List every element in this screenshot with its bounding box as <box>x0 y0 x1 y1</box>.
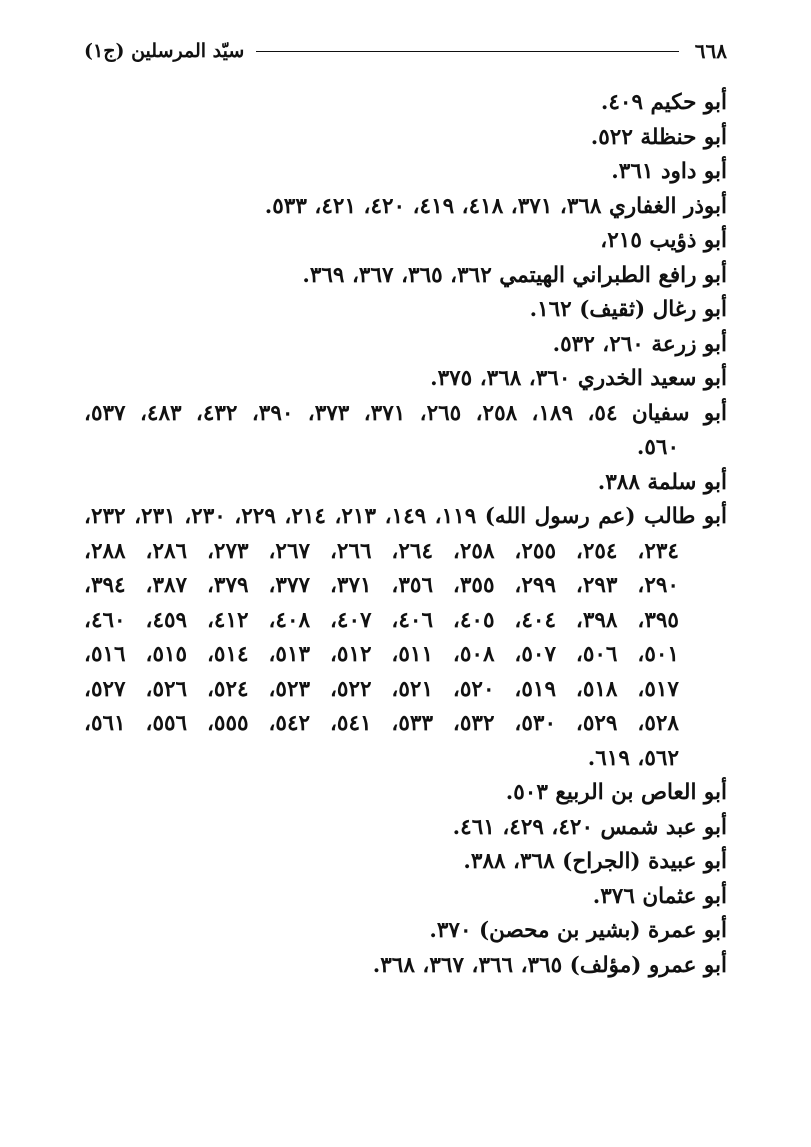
page-header <box>84 36 727 66</box>
index-entry: أبو سلمة ٣٨٨. <box>597 469 727 495</box>
index-entry: أبو سعيد الخدري ٣٦٠، ٣٦٨، ٣٧٥. <box>430 366 727 391</box>
index-entry-continuation: ٥١٧، ٥١٨، ٥١٩، ٥٢٠، ٥٢١، ٥٢٢، ٥٢٣، ٥٢٤، ٥٢٦، ٥٢٧، <box>84 676 679 702</box>
index-entry: أبو طالب (عم رسول الله) ١١٩، ١٤٩، ٢١٣، ٢١٤، ٢٢٩، ٢٣٠، ٢٣١، ٢٣٢، <box>84 504 727 529</box>
index-entry: أبو العاص بن الربيع ٥٠٣. <box>505 780 727 805</box>
index-entries <box>84 86 727 983</box>
index-entry: أبو عمرة (بشير بن محصن) ٣٧٠. <box>429 918 727 943</box>
index-entry: أبو ذؤيب ٢١٥، <box>600 228 727 253</box>
index-entry: أبو سفيان ٥٤، ١٨٩، ٢٥٨، ٢٦٥، ٣٧١، ٣٧٣، ٣٩٠، ٤٣٢، ٤٨٣، ٥٣٧، <box>84 400 727 426</box>
index-entry: أبو عثمان ٣٧٦. <box>592 883 727 909</box>
index-entry-continuation: ٣٩٥، ٣٩٨، ٤٠٤، ٤٠٥، ٤٠٦، ٤٠٧، ٤٠٨، ٤١٢، ٤٥٩، ٤٦٠، <box>84 607 679 633</box>
index-entry: أبوذر الغفاري ٣٦٨، ٣٧١، ٤١٨، ٤١٩، ٤٢٠، ٤٢١، ٥٣٣. <box>264 193 727 219</box>
running-title: سيّد المرسلين (ج١) <box>84 40 245 62</box>
index-entry: أبو رغال (ثقيف) ١٦٢. <box>529 297 727 322</box>
index-entry-continuation: ٥٠١، ٥٠٦، ٥٠٧، ٥٠٨، ٥١١، ٥١٢، ٥١٣، ٥١٤، ٥١٥، ٥١٦، <box>84 642 679 667</box>
index-entry: أبو عمرو (مؤلف) ٣٦٥، ٣٦٦، ٣٦٧، ٣٦٨. <box>372 952 727 978</box>
index-entry-continuation: ٥٦٢، ٦١٩. <box>587 745 679 771</box>
index-entry-continuation: ٢٣٤، ٢٥٤، ٢٥٥، ٢٥٨، ٢٦٤، ٢٦٦، ٢٦٧، ٢٧٣، ٢٨٦، ٢٨٨، <box>84 538 679 564</box>
index-entry: أبو عبد شمس ٤٢٠، ٤٢٩، ٤٦١. <box>452 814 727 840</box>
index-entry-continuation: ٥٢٨، ٥٢٩، ٥٣٠، ٥٣٢، ٥٣٣، ٥٤١، ٥٤٢، ٥٥٥، ٥٥٦، ٥٦١، <box>84 711 679 736</box>
index-entry: أبو حنظلة ٥٢٢. <box>590 124 727 150</box>
page-number: ٦٦٨ <box>694 39 727 63</box>
index-entry: أبو زرعة ٢٦٠، ٥٣٢. <box>552 331 727 357</box>
index-entry: أبو رافع الطبراني الهيتمي ٣٦٢، ٣٦٥، ٣٦٧، ٣٦٩. <box>302 262 727 288</box>
index-entry: أبو عبيدة (الجراح) ٣٦٨، ٣٨٨. <box>463 849 727 874</box>
index-entry: أبو داود ٣٦١. <box>611 159 727 184</box>
index-entry-continuation: ٢٩٠، ٢٩٣، ٢٩٩، ٣٥٥، ٣٥٦، ٣٧١، ٣٧٧، ٣٧٩، ٣٨٧، ٣٩٤، <box>84 573 679 598</box>
header-rule <box>256 51 678 52</box>
index-entry-continuation: ٥٦٠. <box>636 435 679 460</box>
index-entry: أبو حكيم ٤٠٩. <box>600 90 727 115</box>
